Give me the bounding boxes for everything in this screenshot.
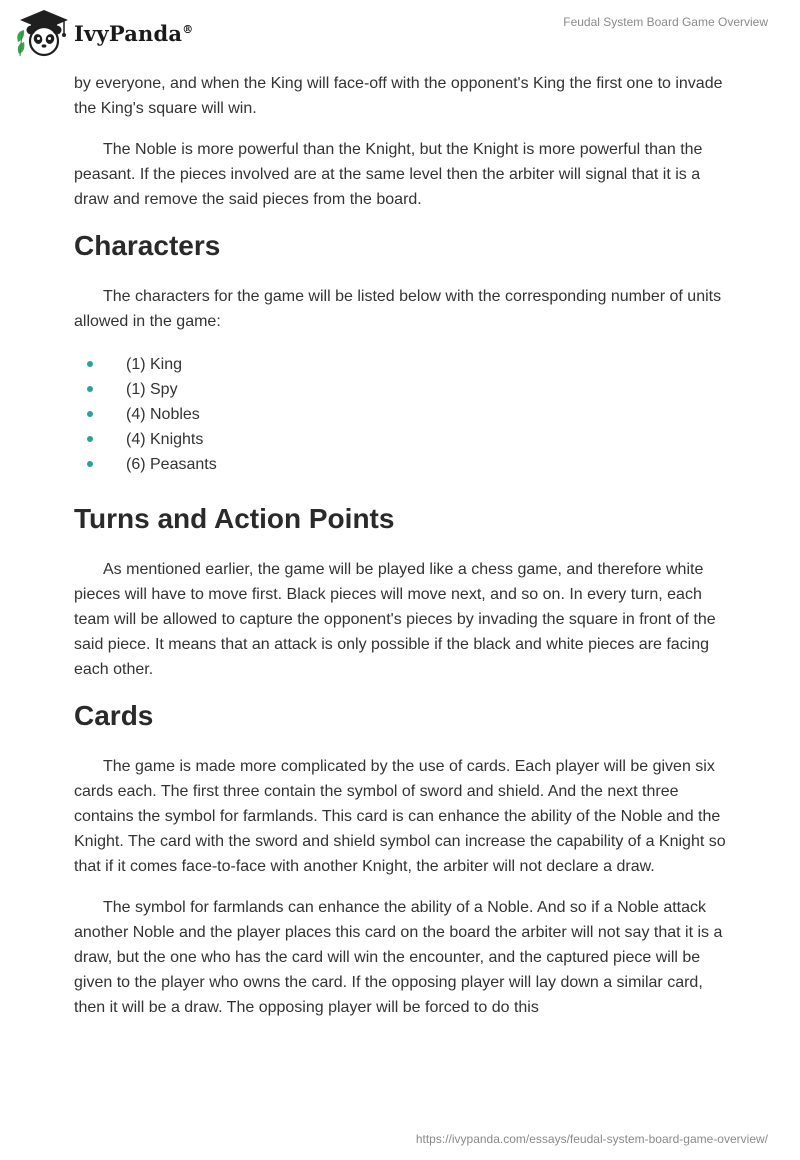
bullet-icon	[87, 461, 93, 467]
ivypanda-logo[interactable]	[14, 8, 193, 58]
bullet-icon	[87, 361, 93, 367]
source-url[interactable]: https://ivypanda.com/essays/feudal-system-board-game-overview/	[415, 1132, 768, 1146]
paragraph-continuation: by everyone, and when the King will face-off with the opponent's King the first one to invade the King's square will win.	[74, 75, 723, 117]
heading-turns: Turns and Action Points	[74, 503, 395, 534]
panda-graduate-icon	[14, 8, 70, 58]
brand-name: IvyPanda®	[74, 20, 194, 46]
list-item: (1) Spy	[74, 377, 734, 402]
paragraph-characters-intro: The characters for the game will be listed below with the corresponding number of units allowed in the game:	[74, 288, 722, 330]
paragraph-piece-hierarchy: The Noble is more powerful than the Knight, but the Knight is more powerful than the peasant. If the pieces involved are at the same level then the arbiter will signal that it is a draw and remove the said pieces from the board.	[74, 141, 703, 208]
bullet-icon	[87, 386, 93, 392]
bullet-icon	[87, 411, 93, 417]
paragraph-farmlands: The symbol for farmlands can enhance the ability of a Noble. And so if a Noble attack another Noble and the player places this card on the board the arbiter will not say that it is a draw, but the one who has the card will win the encounter, and the captured piece will be given to the player who owns the card. If the opposing player will lay down a similar card, then it will be a draw. The opposing player will be forced to do this	[74, 899, 723, 1016]
document-title: Feudal System Board Game Overview	[563, 15, 768, 29]
heading-characters: Characters	[74, 230, 221, 261]
characters-list	[74, 352, 734, 477]
bullet-icon	[87, 436, 93, 442]
essay-content	[74, 71, 734, 1036]
list-item: (1) King	[74, 352, 734, 377]
page-header	[0, 0, 800, 70]
paragraph-turns: As mentioned earlier, the game will be played like a chess game, and therefore white pieces will have to move first. Black pieces will move next, and so on. In every turn, each team will be allowed to capture the opponent's pieces by invading the square in front of the said piece. It means that an attack is only possible if the black and white pieces are facing each other.	[74, 561, 716, 678]
list-item: (4) Nobles	[74, 402, 734, 427]
heading-cards: Cards	[74, 700, 154, 731]
list-item: (4) Knights	[74, 427, 734, 452]
list-item: (6) Peasants	[74, 452, 734, 477]
paragraph-cards: The game is made more complicated by the use of cards. Each player will be given six cards each. The first three contain the symbol of sword and shield. And the next three contains the symbol for farmlands. This card is can enhance the ability of the Noble and the Knight. The card with the sword and shield symbol can increase the capability of a Knight so that if it comes face-to-face with another Knight, the arbiter will not declare a draw.	[74, 758, 726, 875]
